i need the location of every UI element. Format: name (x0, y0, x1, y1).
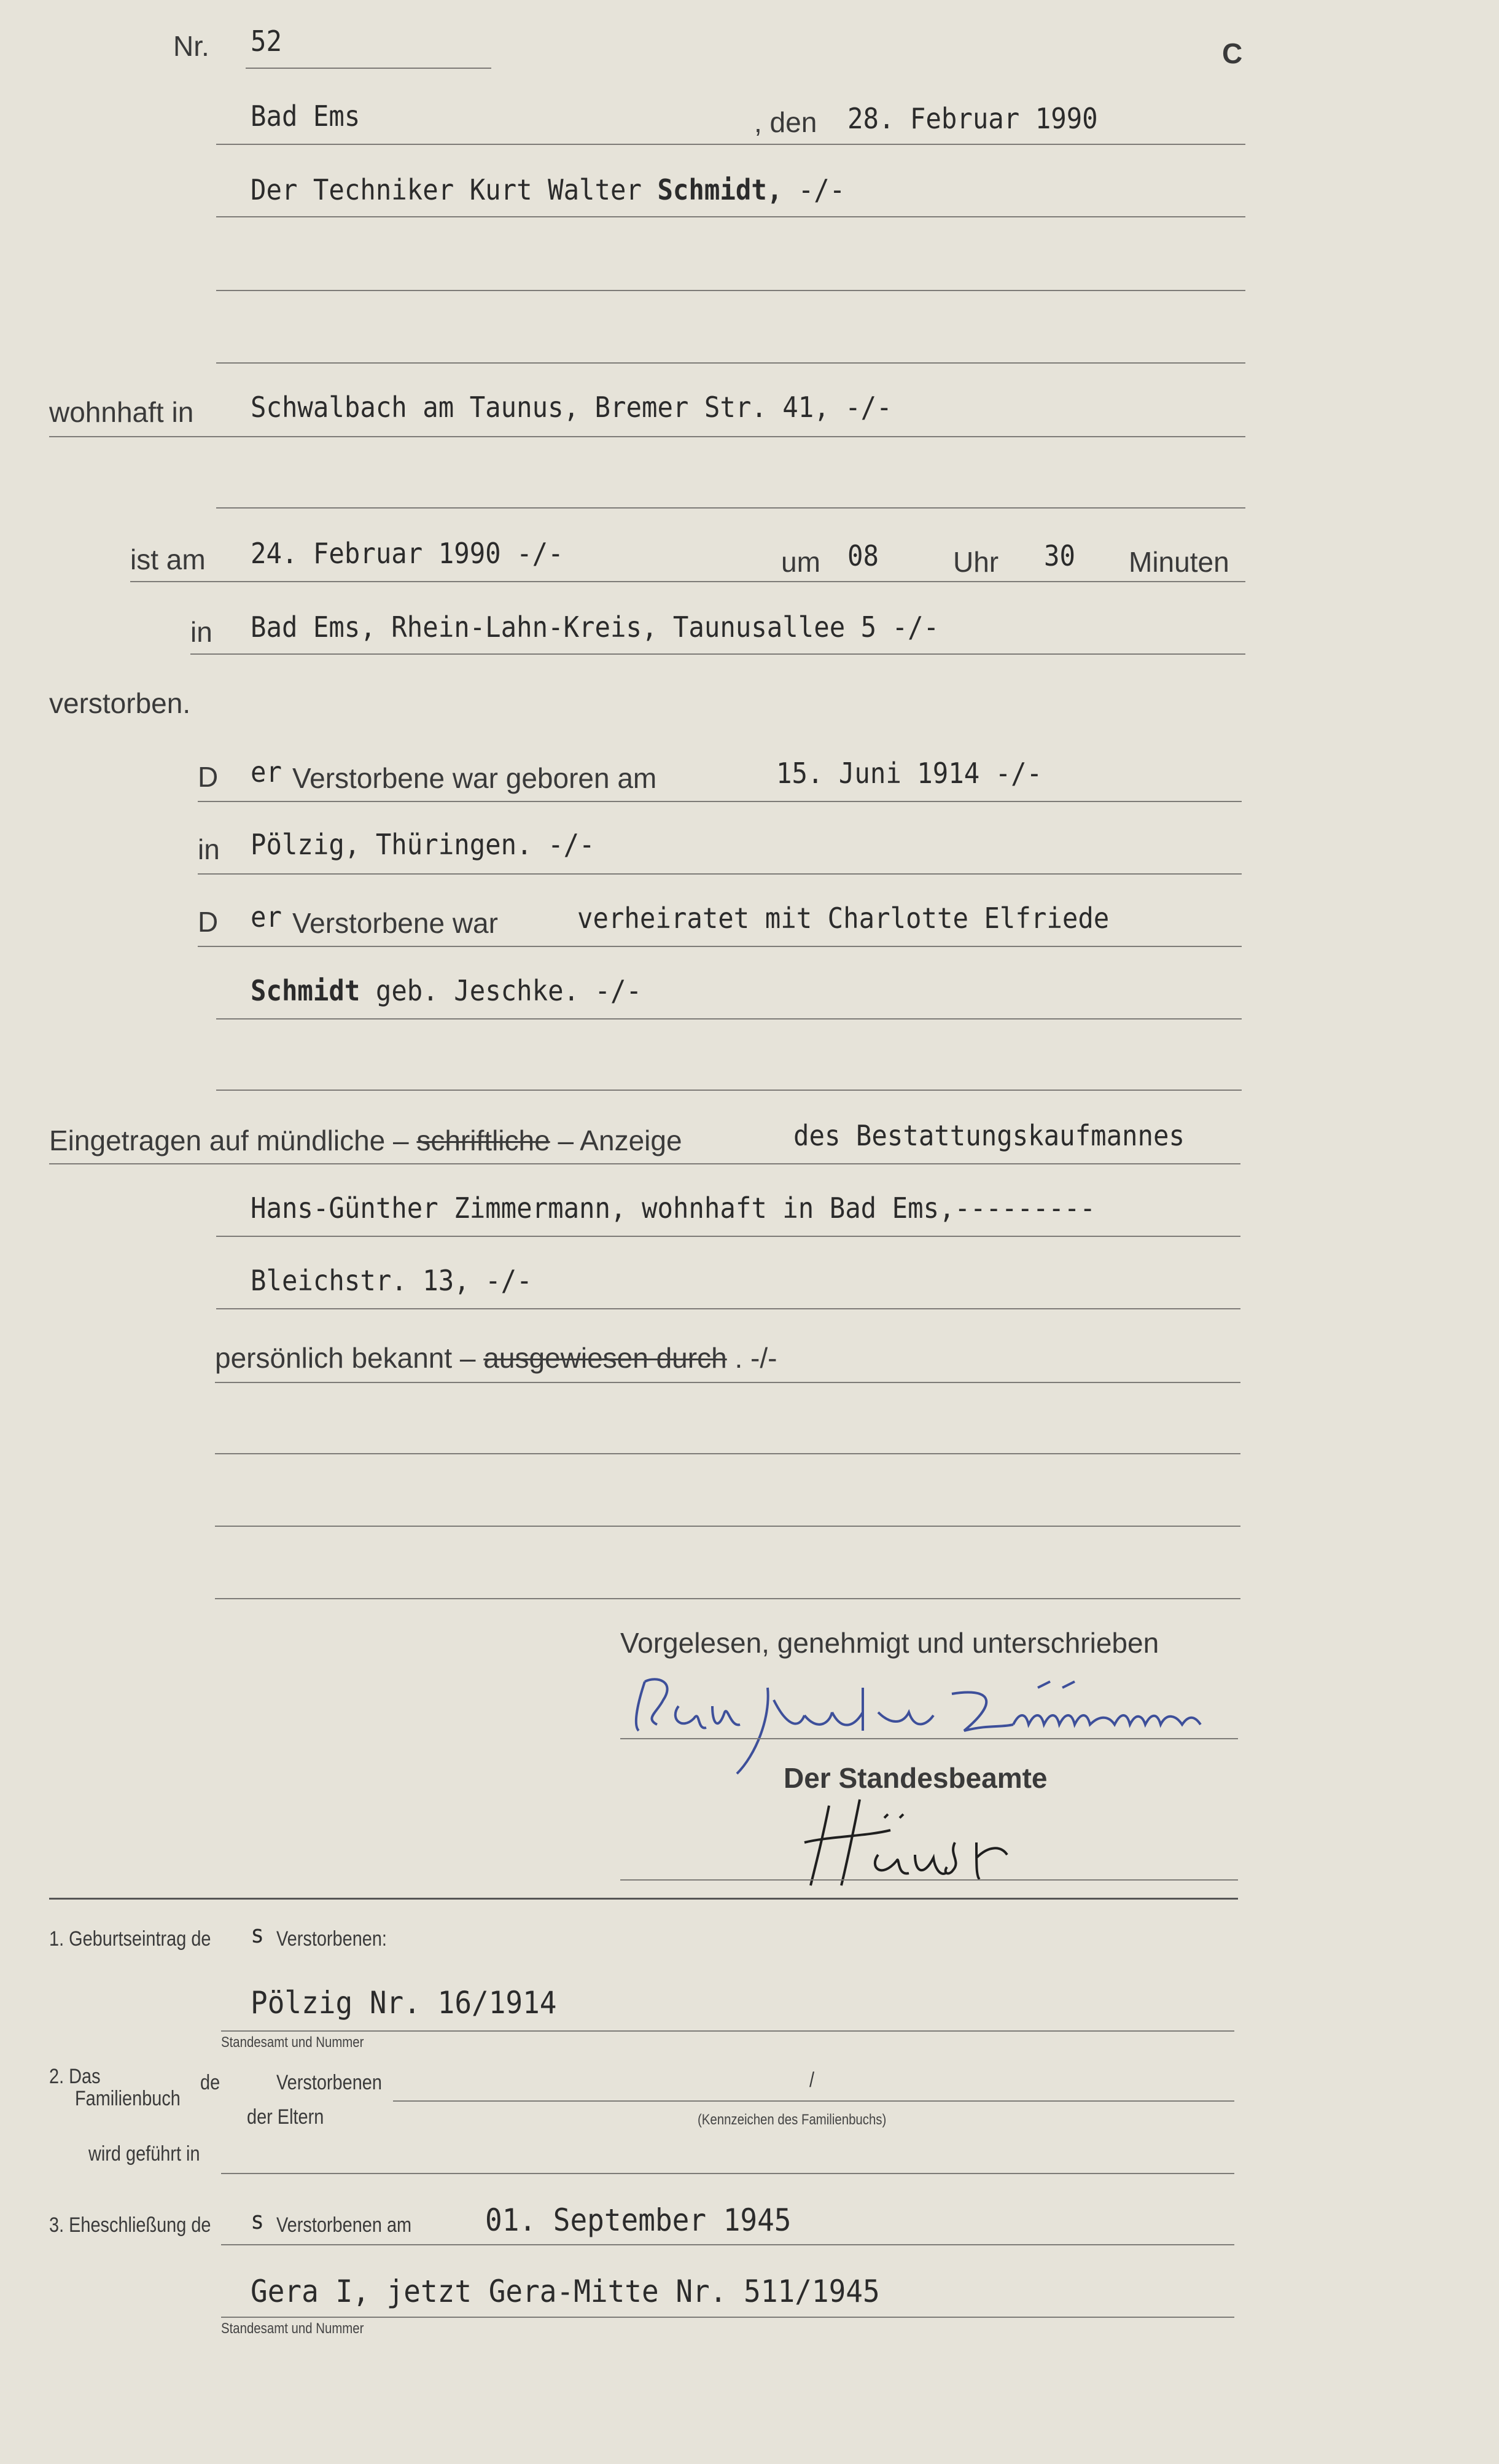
f2-caption: (Kennzeichen des Familienbuchs) (698, 2111, 887, 2128)
registry-place: Bad Ems (251, 99, 360, 133)
death-minutes: 30 (1044, 539, 1075, 572)
marital-status: verheiratet mit Charlotte Elfriede (577, 902, 1110, 935)
den-label: , den (754, 106, 817, 138)
minuten-label: Minuten (1129, 546, 1229, 578)
f2-familienbuch: Familienbuch (75, 2087, 181, 2110)
verstorben-label: verstorben. (49, 687, 191, 719)
f2-slash: / (809, 2068, 815, 2092)
f2-eltern: der Eltern (247, 2105, 324, 2129)
spouse-name (251, 974, 642, 1007)
line-marital-2 (216, 1018, 1242, 1020)
f3-date: 01. September 1945 (485, 2202, 792, 2238)
residence-label: wohnhaft in (49, 396, 194, 428)
birth-d-label: D (198, 761, 219, 793)
f3-place: Gera I, jetzt Gera-Mitte Nr. 511/1945 (251, 2274, 880, 2309)
ist-am-label: ist am (130, 544, 206, 575)
line-birth-place (198, 873, 1242, 875)
standesamt-caption-2: Standesamt und Nummer (221, 2320, 364, 2337)
bekannt-end: . -/- (726, 1342, 777, 1374)
line-death-date (130, 581, 1245, 582)
line-blank-7 (215, 1598, 1240, 1599)
line-place-date (216, 144, 1245, 145)
line-name (216, 216, 1245, 217)
line-informant-signature (620, 1738, 1238, 1739)
line-bekannt (215, 1382, 1240, 1383)
eingetragen-label: Eingetragen auf mündliche – (49, 1125, 417, 1156)
f1-fill: s (251, 1920, 265, 1949)
bekannt-label: persönlich bekannt – (215, 1342, 484, 1374)
marital-er-fill: er (251, 900, 282, 934)
line-birth-date (198, 801, 1242, 802)
corner-letter: C (1222, 37, 1243, 69)
name-end-mark: -/- (798, 173, 846, 206)
anzeige-label: – Anzeige (550, 1125, 682, 1156)
death-date: 24. Februar 1990 -/- (251, 537, 564, 570)
nr-line (246, 68, 491, 69)
f2-num: 2. Das (49, 2065, 101, 2088)
f3-label2: Verstorbenen am (276, 2213, 412, 2237)
f1-label: 1. Geburtseintrag de (49, 1927, 211, 1951)
line-informant-3 (216, 1308, 1240, 1309)
line-informant-1 (49, 1163, 1240, 1164)
residence-value: Schwalbach am Taunus, Bremer Str. 41, -/- (251, 391, 892, 424)
ausgewiesen-struck: ausgewiesen durch (483, 1342, 727, 1374)
registry-date: 28. Februar 1990 (847, 102, 1098, 135)
vorgelesen-label: Vorgelesen, genehmigt und unterschrieben (620, 1627, 1159, 1659)
line-official-signature (620, 1879, 1238, 1881)
line-informant-2 (216, 1236, 1240, 1237)
registration-label (49, 1126, 682, 1155)
line-f3-date (221, 2244, 1234, 2245)
deceased-surname: Schmidt, (657, 173, 783, 206)
birth-er-fill: er (251, 755, 282, 789)
f3-fill: s (251, 2207, 265, 2235)
nr-label: Nr. (173, 30, 209, 62)
line-f2-gefuehrt (221, 2173, 1234, 2174)
line-blank-4 (216, 1090, 1242, 1091)
line-blank-3 (216, 507, 1245, 509)
f3-label: 3. Eheschließung de (49, 2213, 211, 2237)
born-label: Verstorbene war geboren am (292, 762, 657, 794)
footer-separator (49, 1898, 1238, 1900)
birth-in-label: in (198, 833, 220, 865)
informant-line-1: des Bestattungskaufmannes (793, 1119, 1185, 1152)
f1-label2: Verstorbenen: (276, 1927, 387, 1951)
line-blank-2 (216, 362, 1245, 364)
spouse-surname: Schmidt (251, 974, 360, 1007)
um-label: um (781, 546, 820, 578)
uhr-label: Uhr (953, 546, 999, 578)
line-blank-5 (215, 1453, 1240, 1454)
spouse-rest: geb. Jeschke. -/- (360, 974, 642, 1007)
f2-verstorbenen: Verstorbenen (276, 2071, 382, 2094)
line-blank-1 (216, 290, 1245, 291)
death-in-label: in (190, 616, 212, 648)
deceased-name-prefix: Der Techniker Kurt Walter (251, 173, 658, 206)
line-f1 (221, 2030, 1234, 2032)
birth-place: Pölzig, Thüringen. -/- (251, 828, 595, 861)
informant-line-2: Hans-Günther Zimmermann, wohnhaft in Bad Ems,--------- (251, 1191, 1096, 1225)
line-blank-6 (215, 1526, 1240, 1527)
marital-d-label: D (198, 906, 219, 938)
birth-date: 15. Juni 1914 -/- (776, 757, 1043, 790)
deceased-name (251, 173, 846, 206)
death-hour: 08 (847, 539, 879, 572)
official-signature (792, 1793, 1075, 1892)
standesbeamte-label: Der Standesbeamte (784, 1762, 1048, 1794)
nr-value: 52 (251, 25, 282, 58)
f1-value: Pölzig Nr. 16/1914 (251, 1985, 557, 2021)
line-marital-1 (198, 946, 1242, 947)
line-f2 (393, 2100, 1234, 2102)
line-residence (49, 436, 1245, 437)
war-label: Verstorbene war (292, 907, 498, 939)
f2-gefuehrt: wird geführt in (88, 2142, 200, 2166)
schriftliche-struck: schriftliche (416, 1125, 550, 1156)
informant-line-3: Bleichstr. 13, -/- (251, 1264, 532, 1297)
f2-de: de (200, 2071, 220, 2094)
line-f3-place (221, 2317, 1234, 2318)
line-death-place (190, 653, 1245, 655)
bekannt-line (215, 1344, 777, 1372)
death-place: Bad Ems, Rhein-Lahn-Kreis, Taunusallee 5 -/- (251, 610, 940, 644)
standesamt-caption-1: Standesamt und Nummer (221, 2034, 364, 2051)
